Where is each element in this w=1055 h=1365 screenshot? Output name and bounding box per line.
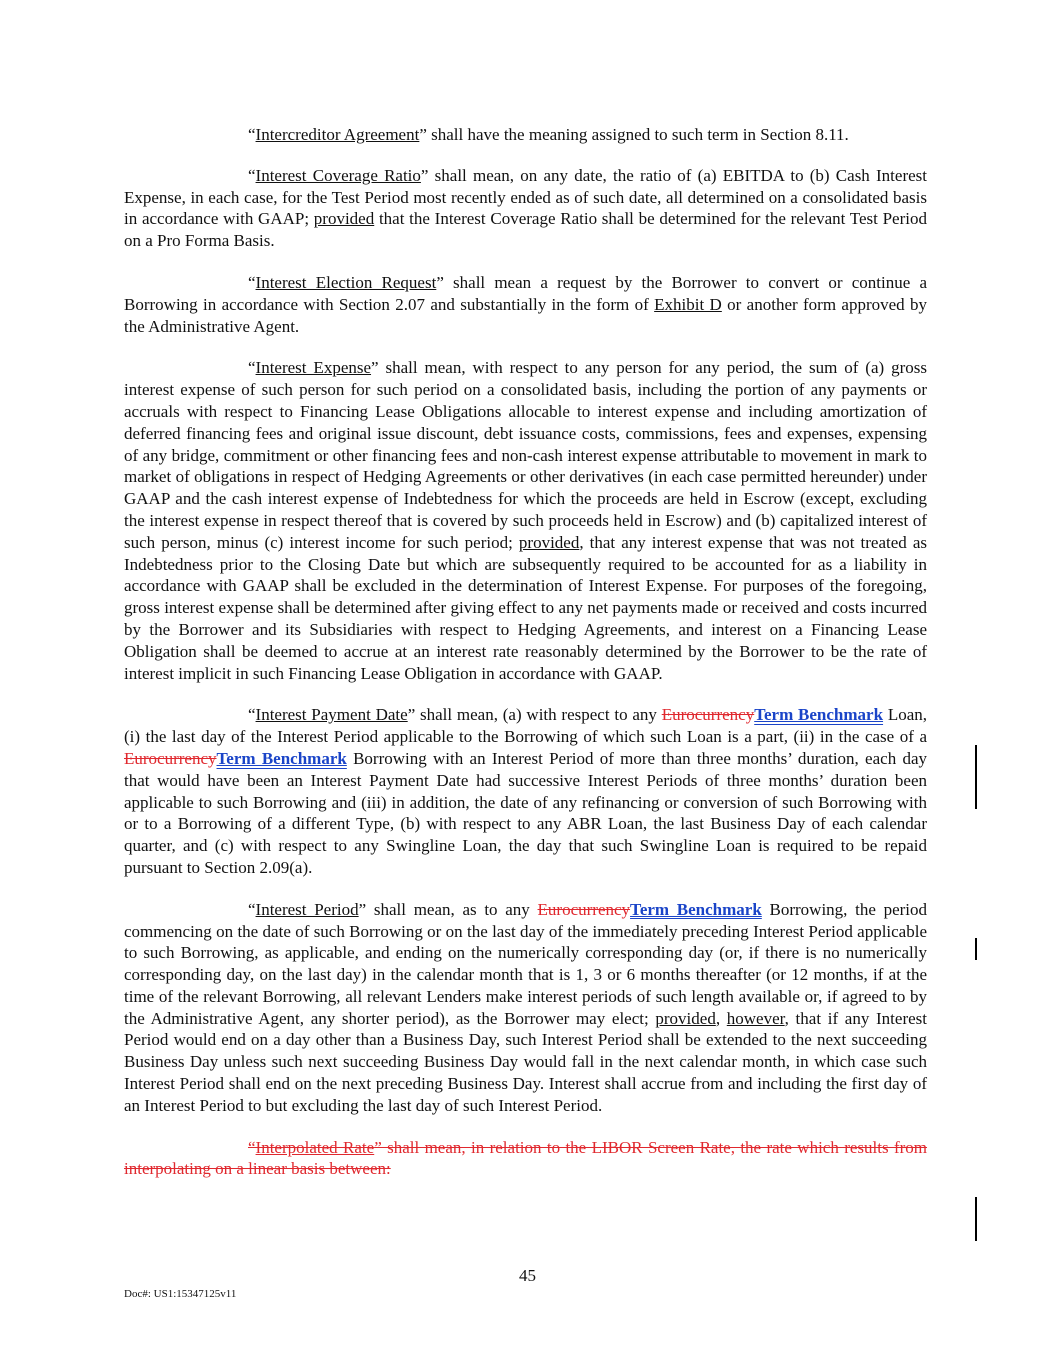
definition-text: ” shall mean, in relation to the LIBOR Screen Rate, the rate which results from interpolating on a linear basis between: <box>124 1137 928 1179</box>
open-quote: “ <box>248 272 256 292</box>
definition-interest-payment-date <box>124 704 927 878</box>
definition-text: , that if any Interest Period would end on a day other than a Business Day, such Interest Period shall be extended to the next succeeding Business Day unless such next succeeding Business Day would fall in the next calendar month, in which case such Interest Period shall end on the next preceding Business Day. Interest shall accrue from and including the first day of an Interest Period to but excluding the last day of such Interest Period. <box>124 1008 927 1115</box>
however-word: however <box>726 1008 785 1028</box>
document-id: Doc#: US1:15347125v11 <box>124 1288 237 1300</box>
provided-word: provided <box>518 532 580 552</box>
definition-text: Borrowing with an Interest Period of more than three months’ duration, each day that would have been an Interest Payment Date had successive Interest Periods of three months’ duration been applicable to such Borrowing and (iii) in addition, the date of any refinancing or conversion of such Borrowing with or to a Borrowing of a different Type, (b) with respect to any ABR Loan, the last Business Day of each calendar quarter, and (c) with respect to any Swingline Loan, the day that such Swingline Loan is required to be repaid pursuant to Section 2.09(a). <box>124 748 928 877</box>
punctuation: , <box>715 1008 727 1028</box>
definition-text: ” shall mean a request by the Borrower to convert or continue a Borrowing in accordance with Section 2.07 and substantially in the form of <box>124 272 927 314</box>
defined-term: Interest Expense <box>255 358 372 378</box>
inserted-text: Term Benchmark <box>630 899 762 919</box>
open-quote: “ <box>248 1137 256 1157</box>
inserted-text: Term Benchmark <box>754 705 884 725</box>
definition-text: or another form approved by the Administrative Agent. <box>124 294 927 336</box>
open-quote: “ <box>248 705 256 725</box>
definition-interest-election-request <box>124 272 927 337</box>
open-quote: “ <box>248 899 256 919</box>
change-bar <box>975 1197 977 1241</box>
definition-text: ” shall have the meaning assigned to such term in Section 8.11. <box>419 125 849 144</box>
deleted-text: Eurocurrency <box>537 899 631 919</box>
defined-term: Interpolated Rate <box>255 1137 375 1157</box>
definition-intercreditor-agreement <box>124 124 927 146</box>
definition-interest-period <box>124 899 927 1117</box>
deleted-text: Eurocurrency <box>124 748 217 768</box>
definition-text: , that any interest expense that was not treated as Indebtedness prior to the Closing Date but which are subsequently required to be accounted for as a liability in accordance with GAAP shall be excluded in the determination of Interest Expense. For purposes of the foregoing, gross interest expense shall be determined after giving effect to any net payments made or received and costs incurred by the Borrower and its Subsidiaries with respect to Hedging Agreements, and interest on a Financing Lease Obligation shall be deemed to accrue at an interest rate reasonably determined by the Borrower to be the rate of interest implicit in such Financing Lease Obligation in accordance with GAAP. <box>124 532 928 683</box>
defined-term: Interest Coverage Ratio <box>255 165 421 185</box>
deleted-text: Eurocurrency <box>661 705 755 725</box>
change-bar <box>975 745 977 809</box>
defined-term: Interest Period <box>255 899 359 919</box>
document-body <box>124 124 927 1200</box>
definition-text: Loan, (i) the last day of the Interest Period applicable to the Borrowing of which such Loan is a part, (ii) in the case of a <box>124 705 928 747</box>
defined-term: Intercreditor Agreement <box>255 125 420 144</box>
provided-word: provided <box>655 1008 716 1028</box>
open-quote: “ <box>248 165 256 185</box>
definition-text: ” shall mean, with respect to any person for any period, the sum of (a) gross interest expense of such person for such period on a consolidated basis, including the portion of any payments or accruals with respect to Financing Lease Obligations allocable to interest expense and including amortization of deferred financing fees and original issue discount, debt issuance costs, commissions, fees and expenses, expensing of any bridge, commitment or other financing fees and non-cash interest expense attributable to movement in mark to market of obligations in respect of Hedging Agreements or other derivatives (in each case permitted hereunder) under GAAP and the cash interest expense of Indebtedness for which the proceeds are held in Escrow (except, excluding the interest expense in respect thereof that is covered by such proceeds held in Escrow) and (b) capitalized interest of such person, minus (c) interest income for such period; <box>124 358 927 552</box>
definition-interpolated-rate-deleted <box>124 1137 927 1181</box>
exhibit-reference: Exhibit D <box>654 294 722 314</box>
defined-term: Interest Payment Date <box>255 705 408 725</box>
definition-interest-coverage-ratio <box>124 165 927 252</box>
definition-text: ” shall mean, on any date, the ratio of (a) EBITDA to (b) Cash Interest Expense, in each case, for the Test Period most recently ended as of such date, all determined on a consolidated basis in accordance with GAAP; <box>124 165 927 229</box>
definition-text: Borrowing, the period commencing on the date of such Borrowing or on the last day of the immediately preceding Interest Period applicable to such Borrowing, as applicable, and ending on the numerically corresponding day (or, if there is no numerically corresponding day, on the last day) in the calendar month that is 1, 3 or 6 months thereafter (or 12 months, if at the time of the relevant Borrowing, all relevant Lenders make interest periods of such length available or, if agreed to by the Administrative Agent, any shorter period), as the Borrower may elect; <box>124 899 928 1028</box>
definition-text: ” shall mean, as to any <box>358 899 538 919</box>
inserted-text: Term Benchmark <box>216 748 347 768</box>
definition-text: that the Interest Coverage Ratio shall be determined for the relevant Test Period on a Pro Forma Basis. <box>124 209 927 251</box>
open-quote: “ <box>248 125 256 144</box>
open-quote: “ <box>248 358 256 378</box>
defined-term: Interest Election Request <box>255 272 437 292</box>
provided-word: provided <box>313 209 375 229</box>
definition-text: ” shall mean, (a) with respect to any <box>407 705 662 725</box>
page-number: 45 <box>519 1266 536 1285</box>
change-bar <box>975 938 977 960</box>
definition-interest-expense <box>124 357 927 684</box>
